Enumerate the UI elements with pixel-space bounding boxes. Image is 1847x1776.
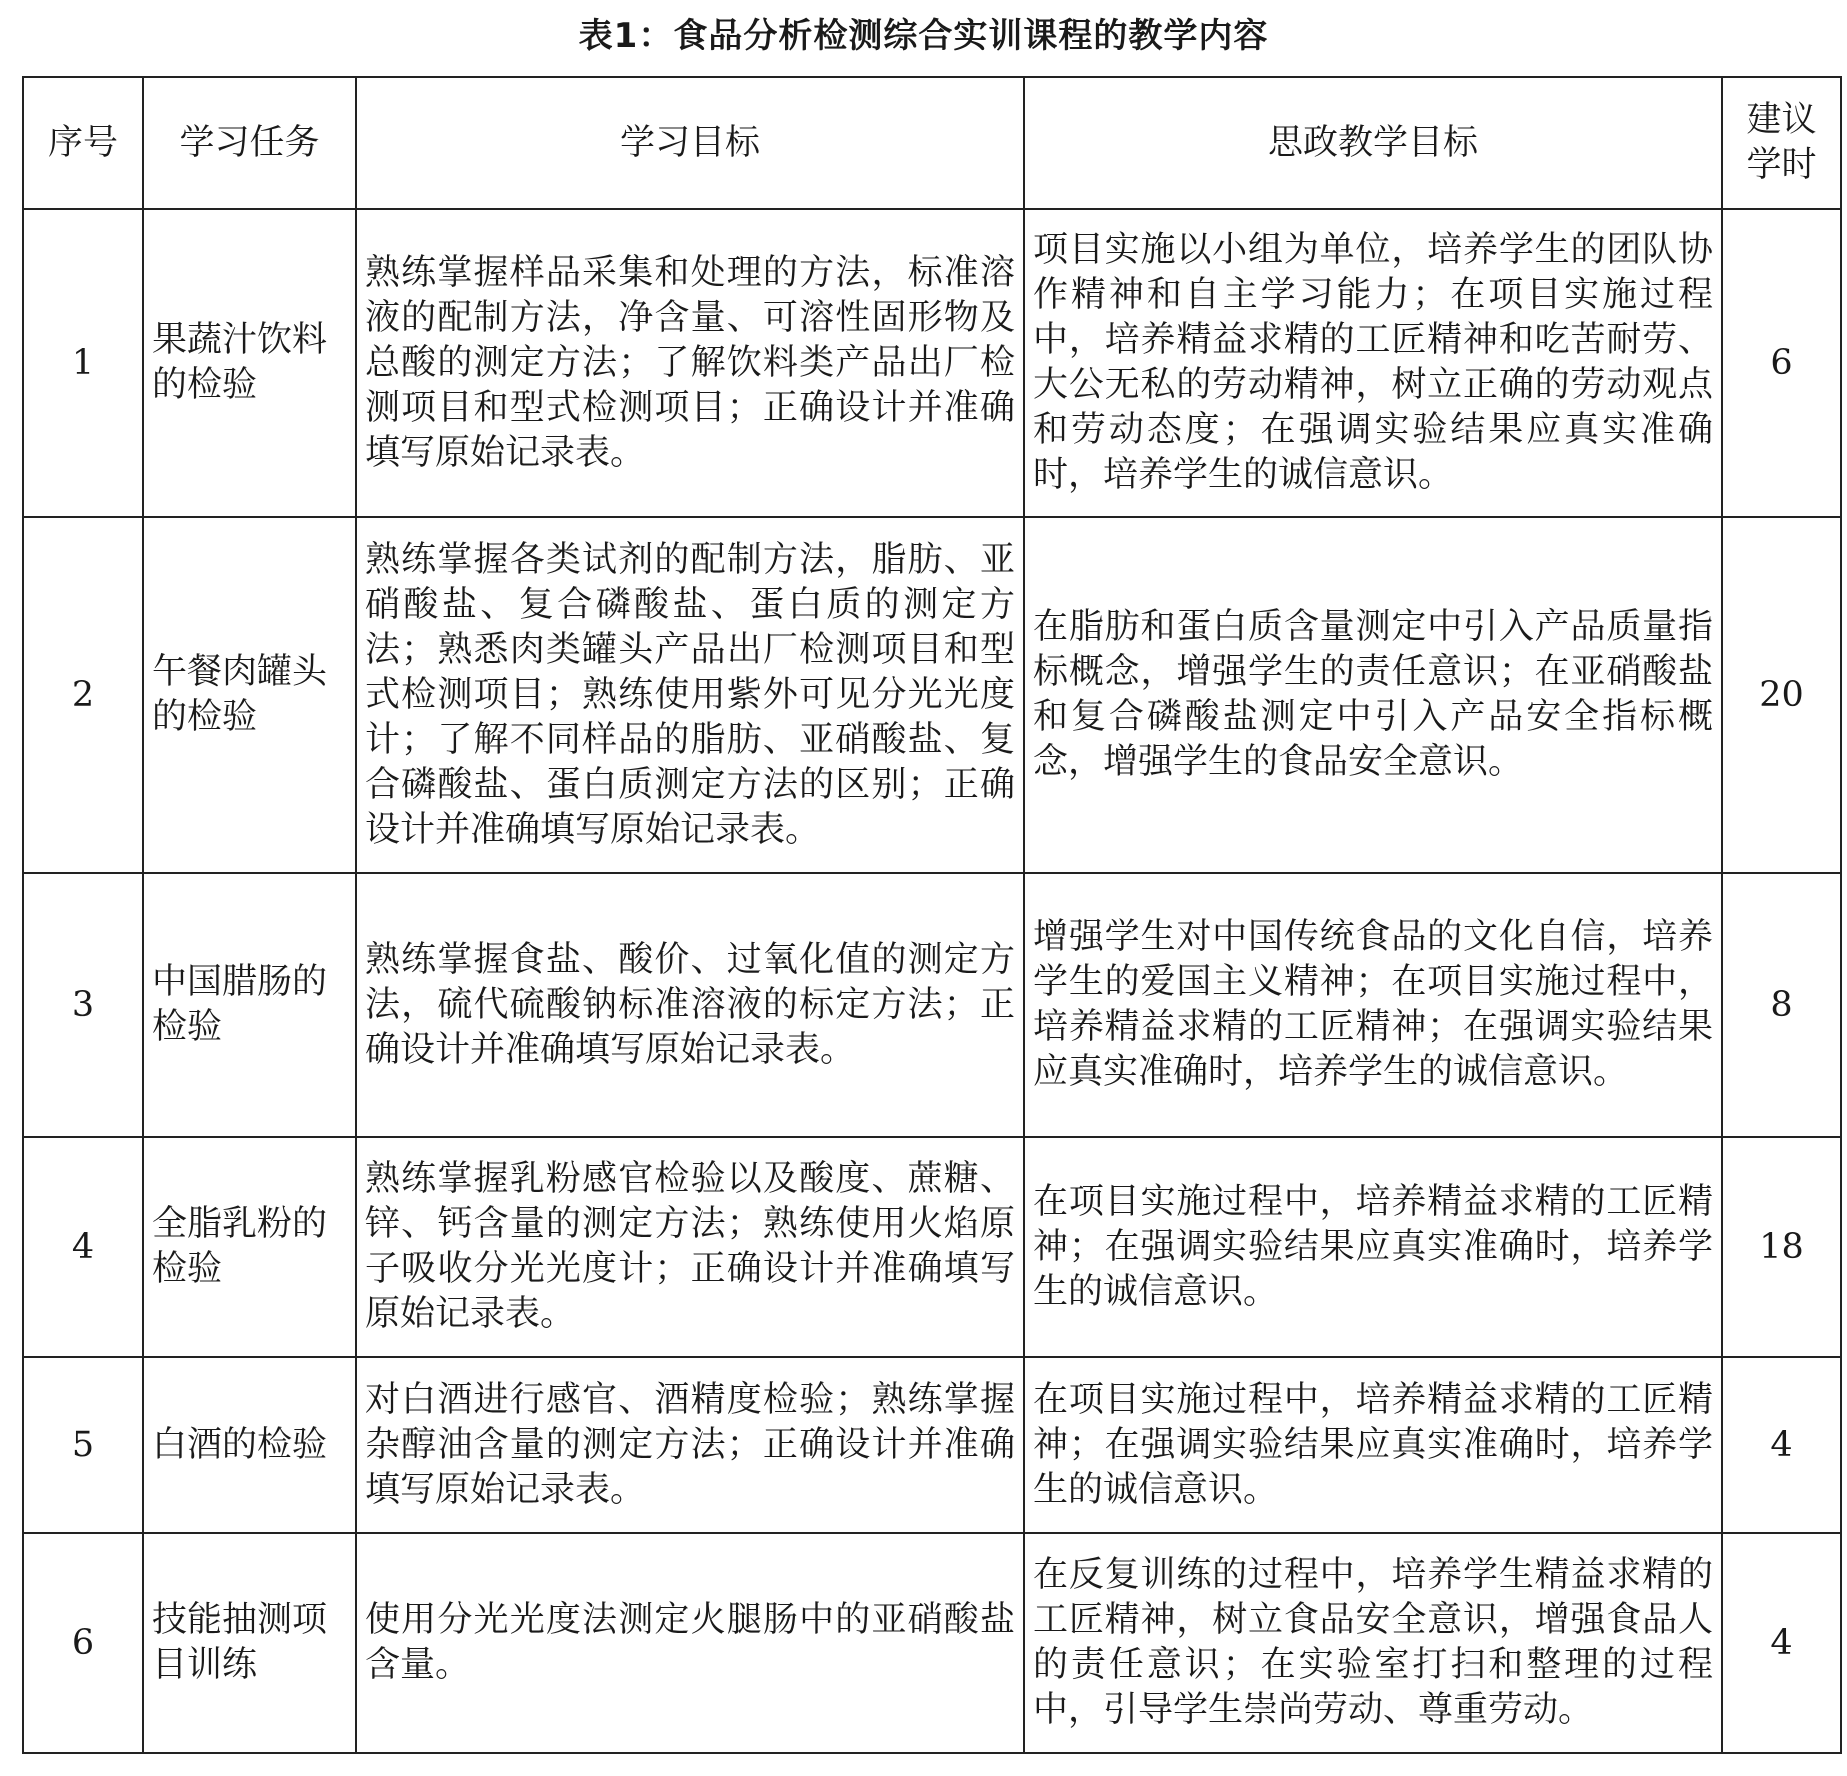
cell-goal: 对白酒进行感官、酒精度检验；熟练掌握杂醇油含量的测定方法；正确设计并准确填写原始记录表。: [356, 1357, 1024, 1533]
course-content-table: [22, 76, 1842, 1754]
cell-ideo: 在项目实施过程中，培养精益求精的工匠精神；在强调实验结果应真实准确时，培养学生的诚信意识。: [1024, 1137, 1722, 1357]
header-ideo: 思政教学目标: [1024, 77, 1722, 209]
cell-hours: 18: [1722, 1137, 1841, 1357]
header-goal: 学习目标: [356, 77, 1024, 209]
cell-num: 5: [23, 1357, 143, 1533]
cell-task: 技能抽测项目训练: [143, 1533, 356, 1753]
cell-ideo: 在脂肪和蛋白质含量测定中引入产品质量指标概念，增强学生的责任意识；在亚硝酸盐和复合磷酸盐测定中引入产品安全指标概念，增强学生的食品安全意识。: [1024, 517, 1722, 873]
cell-num: 1: [23, 209, 143, 517]
cell-hours: 20: [1722, 517, 1841, 873]
table-title: 表1：食品分析检测综合实训课程的教学内容: [578, 16, 1269, 56]
header-num: 序号: [23, 77, 143, 209]
cell-goal: 熟练掌握样品采集和处理的方法，标准溶液的配制方法，净含量、可溶性固形物及总酸的测定方法；了解饮料类产品出厂检测项目和型式检测项目；正确设计并准确填写原始记录表。: [356, 209, 1024, 517]
header-row: [23, 77, 1841, 209]
cell-hours: 4: [1722, 1533, 1841, 1753]
table-row: [23, 1357, 1841, 1533]
table-row: [23, 1533, 1841, 1753]
cell-task: 白酒的检验: [143, 1357, 356, 1533]
cell-num: 2: [23, 517, 143, 873]
cell-num: 3: [23, 873, 143, 1137]
cell-task: 午餐肉罐头的检验: [143, 517, 356, 873]
cell-ideo: 在项目实施过程中，培养精益求精的工匠精神；在强调实验结果应真实准确时，培养学生的诚信意识。: [1024, 1357, 1722, 1533]
cell-hours: 8: [1722, 873, 1841, 1137]
header-hours-line1: 建议: [1746, 100, 1817, 140]
cell-task: 中国腊肠的检验: [143, 873, 356, 1137]
header-hours-line2: 学时: [1746, 145, 1817, 185]
cell-num: 4: [23, 1137, 143, 1357]
cell-goal: 熟练掌握食盐、酸价、过氧化值的测定方法，硫代硫酸钠标准溶液的标定方法；正确设计并准确填写原始记录表。: [356, 873, 1024, 1137]
cell-goal: 熟练掌握各类试剂的配制方法，脂肪、亚硝酸盐、复合磷酸盐、蛋白质的测定方法；熟悉肉类罐头产品出厂检测项目和型式检测项目；熟练使用紫外可见分光光度计；了解不同样品的脂肪、亚硝酸盐、复合磷酸盐、蛋白质测定方法的区别；正确设计并准确填写原始记录表。: [356, 517, 1024, 873]
table-row: [23, 1137, 1841, 1357]
cell-ideo: 在反复训练的过程中，培养学生精益求精的工匠精神，树立食品安全意识，增强食品人的责任意识；在实验室打扫和整理的过程中，引导学生崇尚劳动、尊重劳动。: [1024, 1533, 1722, 1753]
cell-goal: 使用分光光度法测定火腿肠中的亚硝酸盐含量。: [356, 1533, 1024, 1753]
table-row: [23, 209, 1841, 517]
cell-task: 果蔬汁饮料的检验: [143, 209, 356, 517]
cell-hours: 6: [1722, 209, 1841, 517]
header-hours: [1722, 77, 1841, 209]
cell-ideo: 增强学生对中国传统食品的文化自信，培养学生的爱国主义精神；在项目实施过程中，培养精益求精的工匠精神；在强调实验结果应真实准确时，培养学生的诚信意识。: [1024, 873, 1722, 1137]
table-row: [23, 873, 1841, 1137]
cell-hours: 4: [1722, 1357, 1841, 1533]
table-row: [23, 517, 1841, 873]
cell-goal: 熟练掌握乳粉感官检验以及酸度、蔗糖、锌、钙含量的测定方法；熟练使用火焰原子吸收分光光度计；正确设计并准确填写原始记录表。: [356, 1137, 1024, 1357]
header-task: 学习任务: [143, 77, 356, 209]
cell-task: 全脂乳粉的检验: [143, 1137, 356, 1357]
cell-num: 6: [23, 1533, 143, 1753]
cell-ideo: 项目实施以小组为单位，培养学生的团队协作精神和自主学习能力；在项目实施过程中，培养精益求精的工匠精神和吃苦耐劳、大公无私的劳动精神，树立正确的劳动观点和劳动态度；在强调实验结果应真实准确时，培养学生的诚信意识。: [1024, 209, 1722, 517]
